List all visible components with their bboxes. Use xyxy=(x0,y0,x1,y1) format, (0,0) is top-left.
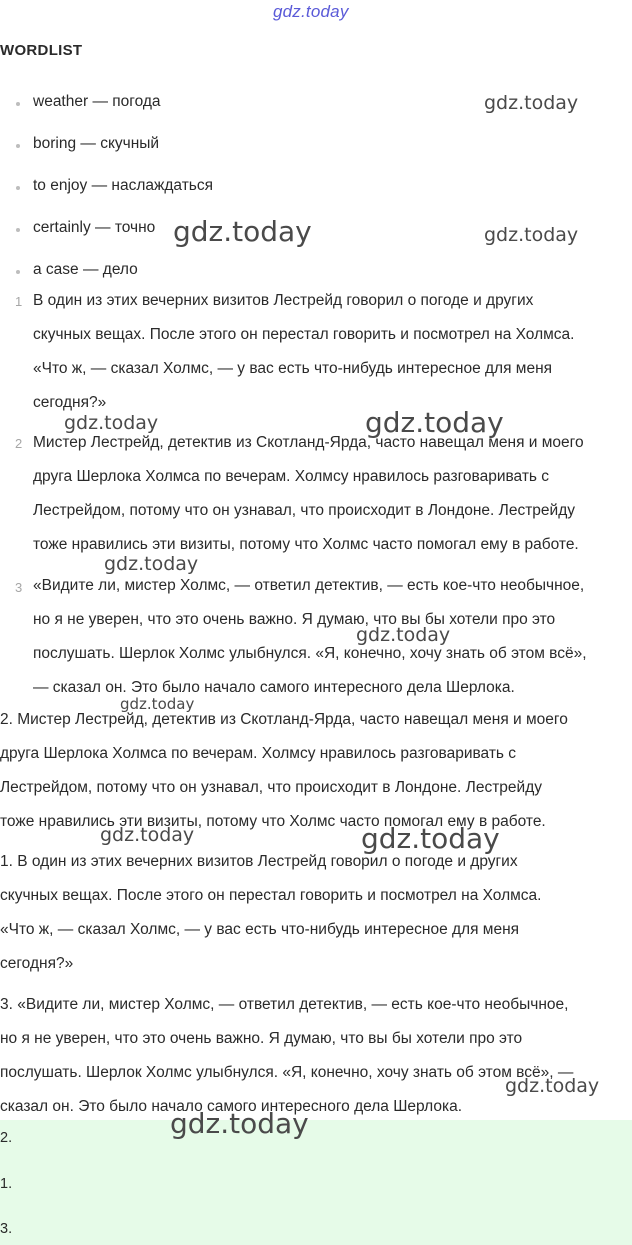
paragraph-line: — сказал он. Это было начало самого интересного дела Шерлока. xyxy=(33,679,515,696)
watermark: gdz.today xyxy=(170,1107,309,1140)
paragraph-line: послушать. Шерлок Холмс улыбнулся. «Я, конечно, хочу знать об этом всё», xyxy=(33,645,587,662)
bullet-icon xyxy=(16,102,20,106)
bullet-icon xyxy=(16,228,20,232)
wordlist-item-text: boring — скучный xyxy=(33,135,160,152)
watermark: gdz.today xyxy=(104,553,199,575)
paragraph-line: В один из этих вечерних визитов Лестрейд говорил о погоде и других xyxy=(33,292,534,309)
bullet-icon xyxy=(16,186,20,190)
paragraph-line: сегодня?» xyxy=(33,394,107,411)
paragraph-line: 3. «Видите ли, мистер Холмс, — ответил детектив, — есть кое-что необычное, xyxy=(0,996,569,1013)
paragraph-line: сегодня?» xyxy=(0,955,74,972)
wordlist-heading: WORDLIST xyxy=(0,42,83,59)
watermark: gdz.today xyxy=(484,92,579,114)
paragraph-number: 3 xyxy=(15,580,23,595)
answer-line: 2. xyxy=(0,1130,13,1146)
paragraph-line: 2. Мистер Лестрейд, детектив из Скотланд-Ярда, часто навещал меня и моего xyxy=(0,711,568,728)
answer-block xyxy=(0,1120,632,1245)
paragraph-line: скучных вещах. После этого он перестал говорить и посмотрел на Холмса. xyxy=(33,326,575,343)
paragraph-line: 1. В один из этих вечерних визитов Лестрейд говорил о погоде и других xyxy=(0,853,518,870)
wordlist-item-text: a case — дело xyxy=(33,261,138,278)
watermark: gdz.today xyxy=(365,406,504,439)
answer-line: 3. xyxy=(0,1221,13,1237)
bullet-icon xyxy=(16,270,20,274)
watermark: gdz.today xyxy=(120,695,195,713)
paragraph-number: 2 xyxy=(15,436,23,451)
paragraph-line: послушать. Шерлок Холмс улыбнулся. «Я, конечно, хочу знать об этом всё», — xyxy=(0,1064,574,1081)
paragraph-number: 1 xyxy=(15,294,23,309)
watermark: gdz.today xyxy=(173,215,312,248)
paragraph-line: друга Шерлока Холмса по вечерам. Холмсу нравилось разговаривать с xyxy=(33,468,550,485)
paragraph-line: тоже нравились эти визиты, потому что Холмс часто помогал ему в работе. xyxy=(33,536,579,553)
paragraph-line: сказал он. Это было начало самого интересного дела Шерлока. xyxy=(0,1098,463,1115)
site-logo[interactable]: gdz.today xyxy=(273,2,349,21)
paragraph-line: скучных вещах. После этого он перестал говорить и посмотрел на Холмса. xyxy=(0,887,542,904)
paragraph-line: «Что ж, — сказал Холмс, — у вас есть что-нибудь интересное для меня xyxy=(33,360,553,377)
bullet-icon xyxy=(16,144,20,148)
watermark: gdz.today xyxy=(361,822,500,855)
paragraph-line: Лестрейдом, потому что он узнавал, что происходит в Лондоне. Лестрейду xyxy=(33,502,575,519)
watermark: gdz.today xyxy=(505,1075,600,1097)
paragraph-line: «Видите ли, мистер Холмс, — ответил детектив, — есть кое-что необычное, xyxy=(33,577,585,594)
paragraph-line: друга Шерлока Холмса по вечерам. Холмсу нравилось разговаривать с xyxy=(0,745,517,762)
paragraph-line: тоже нравились эти визиты, потому что Холмс часто помогал ему в работе. xyxy=(0,813,546,830)
watermark: gdz.today xyxy=(64,412,159,434)
paragraph-line: Лестрейдом, потому что он узнавал, что происходит в Лондоне. Лестрейду xyxy=(0,779,542,796)
wordlist-item-text: to enjoy — наслаждаться xyxy=(33,177,214,194)
paragraph-line: «Что ж, — сказал Холмс, — у вас есть что-нибудь интересное для меня xyxy=(0,921,520,938)
wordlist-item-text: certainly — точно xyxy=(33,219,156,236)
watermark: gdz.today xyxy=(100,824,195,846)
watermark: gdz.today xyxy=(484,224,579,246)
wordlist-item-text: weather — погода xyxy=(33,93,161,110)
paragraph-line: но я не уверен, что это очень важно. Я думаю, что вы бы хотели про это xyxy=(33,611,556,628)
answer-line: 1. xyxy=(0,1176,13,1192)
paragraph-line: Мистер Лестрейд, детектив из Скотланд-Ярда, часто навещал меня и моего xyxy=(33,434,584,451)
paragraph-line: но я не уверен, что это очень важно. Я думаю, что вы бы хотели про это xyxy=(0,1030,523,1047)
watermark: gdz.today xyxy=(356,624,451,646)
